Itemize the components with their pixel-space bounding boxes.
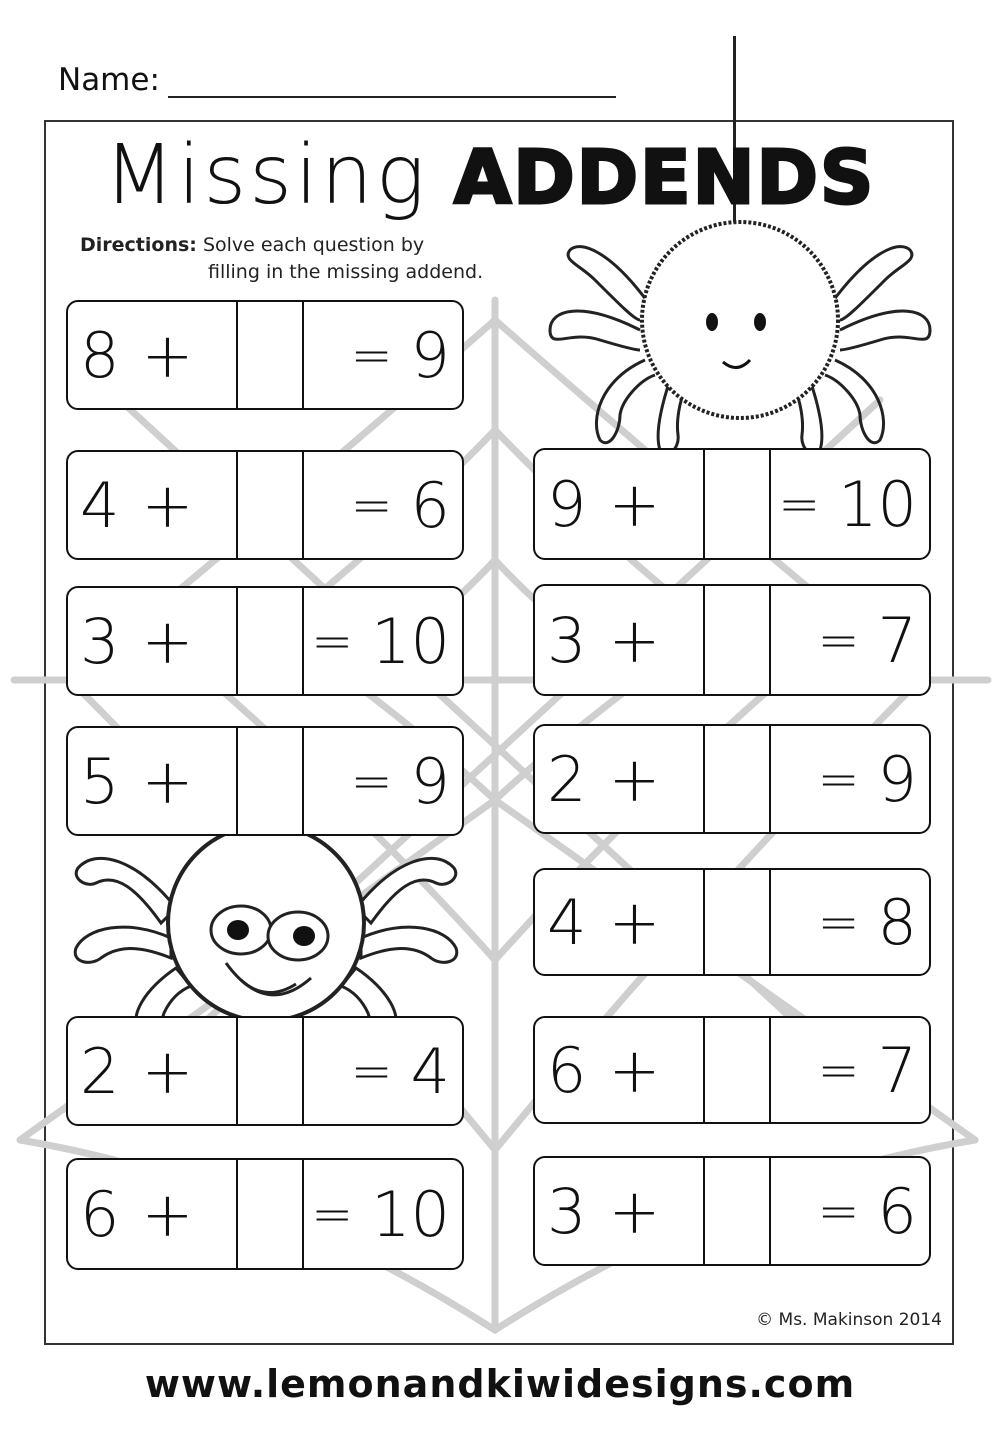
problem-sum: 9 [877, 742, 917, 816]
problem-addend: 9 + [547, 467, 661, 541]
equals-sign: = [817, 611, 860, 669]
problem-sum: 10 [371, 604, 450, 678]
problem-sum: 7 [877, 1033, 917, 1107]
problem-card [533, 1016, 931, 1124]
problem-addend: 3 + [80, 604, 194, 678]
footer-website-link[interactable]: www.lemonandkiwidesigns.com [144, 1362, 856, 1406]
answer-box[interactable] [703, 1156, 771, 1266]
equals-sign: = [778, 475, 821, 533]
name-label: Name: [58, 62, 160, 98]
problem-addend: 2 + [547, 742, 661, 816]
equals-sign: = [350, 326, 393, 384]
problem-card [66, 586, 464, 696]
equals-sign: = [817, 893, 860, 951]
equals-sign: = [350, 476, 393, 534]
answer-box[interactable] [703, 584, 771, 696]
answer-box[interactable] [236, 726, 304, 836]
answer-box[interactable] [236, 1158, 304, 1270]
problem-addend: 3 + [547, 603, 661, 677]
problem-card [66, 726, 464, 836]
problem-sum: 6 [410, 468, 450, 542]
directions-label: Directions: [80, 234, 197, 256]
answer-box[interactable] [703, 868, 771, 976]
problem-card [533, 448, 931, 560]
problem-addend: 6 + [80, 1177, 194, 1251]
answer-box[interactable] [703, 1016, 771, 1124]
problem-addend: 3 + [547, 1174, 661, 1248]
answer-box[interactable] [236, 300, 304, 410]
answer-box[interactable] [703, 448, 771, 560]
problem-card [533, 724, 931, 834]
problem-sum: 10 [371, 1177, 450, 1251]
problem-addend: 6 + [547, 1033, 661, 1107]
title-part-addends: ADDENDS [453, 135, 876, 221]
equals-sign: = [350, 1042, 393, 1100]
equals-sign: = [817, 1182, 860, 1240]
spider-top-illustration [540, 210, 940, 460]
answer-box[interactable] [236, 1016, 304, 1126]
directions-line-1: Solve each question by [202, 234, 425, 256]
spider-bottom-illustration [66, 818, 466, 1038]
problem-card [66, 300, 464, 410]
problem-addend: 2 + [80, 1034, 194, 1108]
problem-card [533, 584, 931, 696]
problem-sum: 9 [410, 744, 450, 818]
copyright-notice: © Ms. Makinson 2014 [756, 1310, 942, 1330]
answer-box[interactable] [703, 724, 771, 834]
equals-sign: = [311, 1185, 354, 1243]
problem-card [66, 1158, 464, 1270]
problem-card [66, 450, 464, 560]
answer-box[interactable] [236, 450, 304, 560]
problem-sum: 9 [410, 318, 450, 392]
equals-sign: = [350, 752, 393, 810]
problem-sum: 10 [838, 467, 917, 541]
title-part-missing: Missing [104, 128, 428, 223]
problem-card [533, 1156, 931, 1266]
problem-sum: 4 [410, 1034, 450, 1108]
problem-card [533, 868, 931, 976]
problem-addend: 5 + [80, 744, 194, 818]
problem-card [66, 1016, 464, 1126]
answer-box[interactable] [236, 586, 304, 696]
problem-addend: 4 + [80, 468, 194, 542]
problem-sum: 7 [877, 603, 917, 677]
problem-addend: 8 + [80, 318, 194, 392]
problem-sum: 8 [877, 885, 917, 959]
directions [80, 232, 550, 286]
worksheet-title [104, 128, 875, 228]
equals-sign: = [311, 612, 354, 670]
problem-addend: 4 + [547, 885, 661, 959]
equals-sign: = [817, 1041, 860, 1099]
directions-line-2: filling in the missing addend. [208, 261, 484, 283]
problem-sum: 6 [877, 1174, 917, 1248]
equals-sign: = [817, 750, 860, 808]
